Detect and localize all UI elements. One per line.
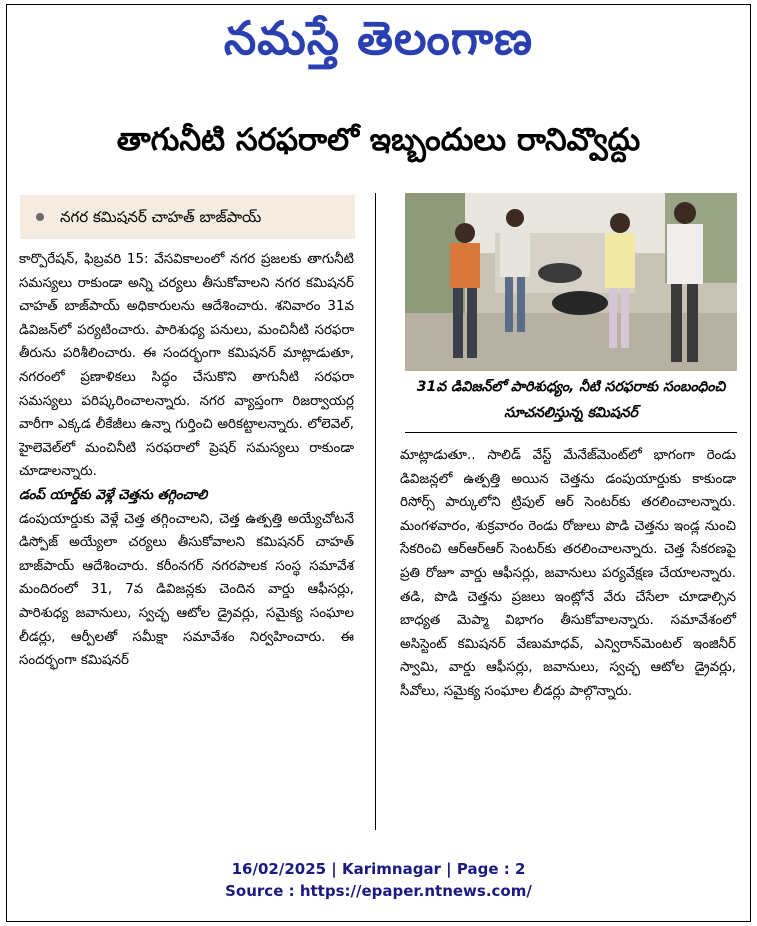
footer-date-edition: 16/02/2025 | Karimnagar | Page : 2 xyxy=(231,860,526,878)
article-column-left xyxy=(19,248,354,673)
caption-divider xyxy=(405,432,737,433)
paragraph-3: మాట్లాడుతూ.. సాలిడ్ వేస్ట్ మేనేజ్‌మెంట్‌లో భాగంగా రెండు డివిజన్లలో ఉత్పత్తి అయిన చెత్తను డంపుయార్డుకు కాకుండా రిసోర్స్ పార్కులోని ట్రిపుల్ ఆర్ సెంటర్‌కు తరలించాలన్నారు. మంగళవారం, శుక్రవారం రెండు రోజులు పొడి చెత్తను ఇండ్ల నుంచి సేకరించి ఆర్‌ఆర్‌ఆర్ సెంటర్‌కు తరలించాలన్నారు. చెత్త సేకరణపై ప్రతి రోజూ వార్డు ఆఫీసర్లు, జవానులు పర్యవేక్షణ చేయాలన్నారు. తడి, పొడి చెత్తను ప్రజలు ఇంట్లోనే వేరు చేసేలా చూడాల్సిన బాధ్యత మెప్మా విభాగం తీసుకోవాలన్నారు. సమావేశంలో అసిస్టెంట్ కమిషనర్ వేణుమాధవ్, ఎన్విరాన్‌మెంటల్ ఇంజినీర్ స్వామి, వార్డు ఆఫీసర్లు, జవానులు, స్వచ్ఛ ఆటోల డ్రైవర్లు, సీవోలు, సమైక్య సంఘాల లీడర్లు పాల్గొన్నారు. xyxy=(400,448,736,699)
subheading: డంప్ యార్డ్‌కు వెళ్లే చెత్తను తగ్గించాలి xyxy=(19,487,208,503)
kicker-box xyxy=(20,195,355,239)
column-divider xyxy=(375,193,376,830)
page-footer xyxy=(0,858,757,902)
article-headline: తాగునీటి సరఫరాలో ఇబ్బందులు రానివ్వొద్దు xyxy=(116,122,641,158)
paragraph-2: డంపుయార్డుకు వెళ్లే చెత్త తగ్గించాలని, చెత్త ఉత్పత్తి అయ్యేచోటనే డిస్పోజ్ అయ్యేలా చర్యలు తీసుకోవాలని కమిషనర్ చాహత్ బాజ్‌పాయ్ ఆదేశించారు. కరీంనగర్ నగరపాలక సంస్థ సమావేశ మందిరంలో 31, 7వ డివిజన్లకు చెందిన వార్డు ఆఫీసర్లు, పారిశుధ్య జవానులు, స్వచ్ఛ ఆటోల డ్రైవర్లు, సమైక్య సంఘాల లీడర్లు, ఆర్పీలతో సమీక్షా సమావేశం నిర్వహించారు. ఈ సందర్భంగా కమిషనర్ xyxy=(19,511,354,669)
news-photo xyxy=(405,193,737,371)
newspaper-masthead: నమస్తే తెలంగాణ xyxy=(223,11,534,65)
article-column-right xyxy=(400,444,736,704)
paragraph-1: కార్పొరేషన్, ఫిబ్రవరి 15: వేసవికాలంలో నగర ప్రజలకు తాగునీటి సమస్యలు రాకుండా అన్ని చర్యలు తీసుకోవాలని నగర కమిషనర్ చాహత్ బాజ్‌పాయ్ అధికారులను ఆదేశించారు. శనివారం 31వ డివిజన్‌లో పర్యటించారు. పారిశుధ్య పనులు, మంచినీటి సరఫరా తీరును పరిశీలించారు. ఈ సందర్భంగా కమిషనర్ మాట్లాడుతూ, నగరంలో ప్రణాళికలు సిద్ధం చేసుకొని తాగునీటి సరఫరా సమస్యలు పరిష్కరించాలన్నారు. నగర వ్యాప్తంగా రిజర్వాయర్ల వారీగా ఎక్కడ లీకేజీలు ఉన్నా గుర్తించి అరికట్టాలన్నారు. లోలెవెల్, హైలెవెల్‌లో మంచినీటి సరఫరాలో ప్రెషర్ సమస్యలు రాకుండా చూడాలన్నారు. xyxy=(19,252,354,480)
footer-source-link[interactable]: Source : https://epaper.ntnews.com/ xyxy=(225,882,532,900)
bullet-dot-icon xyxy=(36,213,44,221)
photo-caption: 31వ డివిజన్‌లో పారిశుధ్యం, నీటి సరఫరాకు సంబంధించి సూచనలిస్తున్న కమిషనర్ xyxy=(416,379,726,421)
kicker-text: నగర కమిషనర్ చాహత్ బాజ్‌పాయ్ xyxy=(60,208,262,226)
